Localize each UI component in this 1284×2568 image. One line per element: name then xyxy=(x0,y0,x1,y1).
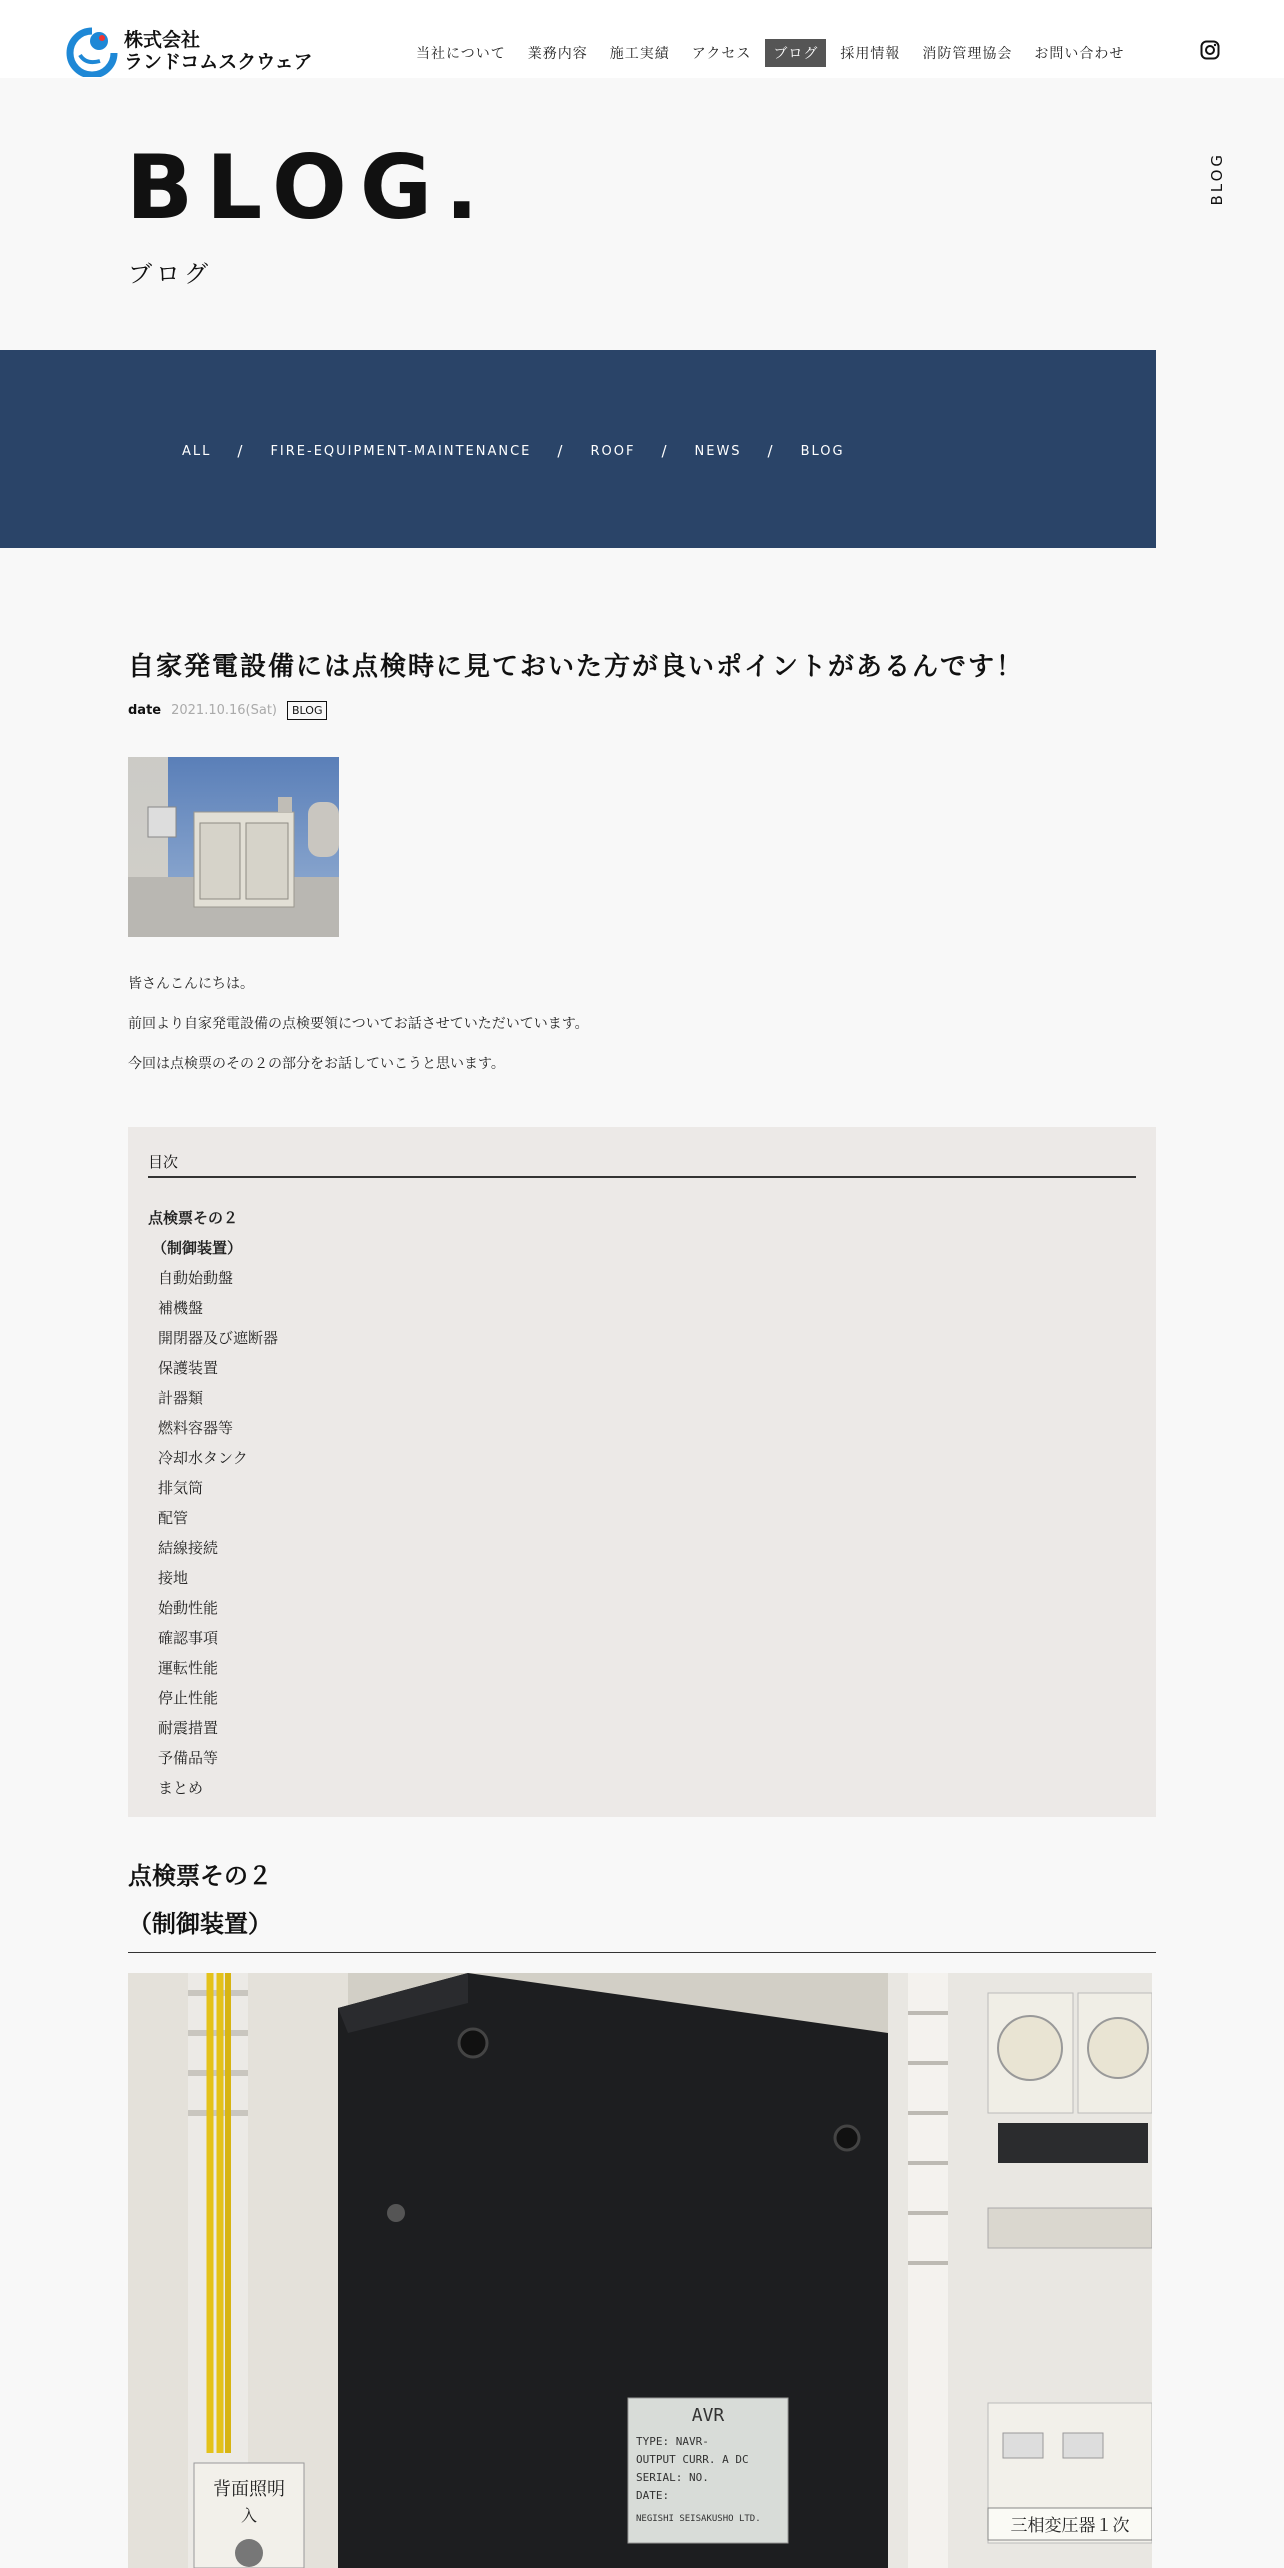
section-divider xyxy=(128,1952,1156,1953)
plate-title: AVR xyxy=(691,2405,725,2426)
article-thumbnail xyxy=(128,757,339,937)
nav-item-fire-association[interactable]: 消防管理協会 xyxy=(922,46,1013,62)
toc-list xyxy=(148,1203,278,1803)
plate-output: OUTPUT CURR. A DC xyxy=(636,2453,749,2466)
category-separator: / xyxy=(767,442,775,460)
logo-line-2: ランドコムスクウェア xyxy=(124,51,313,73)
toc-item[interactable]: 配管 xyxy=(158,1509,189,1527)
category-separator: / xyxy=(557,442,565,460)
article-meta xyxy=(128,701,327,720)
label-transformer: 三相変圧器１次 xyxy=(1010,2516,1130,2536)
toc-item[interactable]: まとめ xyxy=(158,1779,204,1797)
category-all[interactable]: ALL xyxy=(182,443,212,459)
article-date: 2021.10.16(Sat) xyxy=(171,703,278,718)
nav-item-services[interactable]: 業務内容 xyxy=(527,46,588,62)
label-rear-light: 背面照明 xyxy=(213,2479,285,2500)
toc-item[interactable]: 運転性能 xyxy=(158,1659,219,1677)
control-panel-photo xyxy=(128,1973,1152,2568)
plate-date: DATE: xyxy=(636,2489,670,2502)
plate-serial: SERIAL: NO. xyxy=(636,2471,709,2484)
nav-item-access[interactable]: アクセス xyxy=(691,46,752,62)
toc-item[interactable]: 接地 xyxy=(158,1569,189,1587)
article-paragraph-1: 皆さんこんにちは。 xyxy=(128,976,254,992)
section-heading-line-2: （制御装置） xyxy=(128,1910,272,1938)
article-paragraph-3: 今回は点検票のその２の部分をお話していこうと思います。 xyxy=(128,1056,505,1072)
toc-item[interactable]: 停止性能 xyxy=(158,1689,219,1707)
toc-divider xyxy=(148,1176,1136,1178)
toc-item[interactable]: 自動始動盤 xyxy=(158,1269,234,1287)
toc-item[interactable]: 耐震措置 xyxy=(158,1719,219,1737)
toc-item[interactable]: 予備品等 xyxy=(158,1749,219,1767)
company-logo[interactable] xyxy=(66,24,312,78)
page-subtitle: ブログ xyxy=(128,260,212,288)
category-separator: / xyxy=(237,442,245,460)
instagram-icon[interactable] xyxy=(1200,40,1220,60)
label-rear-light-on: 入 xyxy=(240,2506,258,2525)
category-fire-equipment-maintenance[interactable]: FIRE-EQUIPMENT-MAINTENANCE xyxy=(270,443,532,459)
nav-item-blog[interactable]: ブログ xyxy=(765,39,826,67)
plate-maker: NEGISHI SEISAKUSHO LTD. xyxy=(636,2514,761,2524)
nav-item-recruit[interactable]: 採用情報 xyxy=(840,46,901,62)
side-label: BLOG xyxy=(1208,152,1226,206)
article-title: 自家発電設備には点検時に見ておいた方が良いポイントがあるんです！ xyxy=(128,652,1025,682)
logo-line-1: 株式会社 xyxy=(124,29,201,51)
toc-item[interactable]: 結線接続 xyxy=(158,1539,219,1557)
article-tag-badge[interactable]: BLOG xyxy=(287,701,327,720)
toc-item[interactable]: 始動性能 xyxy=(158,1599,219,1617)
date-label: date xyxy=(128,703,162,718)
section-heading-line-1: 点検票その２ xyxy=(128,1862,272,1890)
nav-item-works[interactable]: 施工実績 xyxy=(609,46,670,62)
category-roof[interactable]: ROOF xyxy=(590,443,636,459)
table-of-contents xyxy=(128,1127,1156,1817)
toc-item[interactable]: 開閉器及び遮断器 xyxy=(158,1329,279,1347)
category-separator: / xyxy=(661,442,669,460)
category-news[interactable]: NEWS xyxy=(694,443,742,459)
main-nav xyxy=(405,39,1135,67)
toc-item[interactable]: 確認事項 xyxy=(158,1629,219,1647)
nav-item-contact[interactable]: お問い合わせ xyxy=(1034,46,1125,62)
logo-mark-icon xyxy=(66,25,118,77)
page-title: BLOG. xyxy=(126,136,492,239)
toc-item[interactable]: 冷却水タンク xyxy=(158,1449,248,1467)
toc-item[interactable]: 燃料容器等 xyxy=(158,1419,234,1437)
toc-item[interactable]: 排気筒 xyxy=(158,1479,204,1497)
toc-item[interactable]: （制御装置） xyxy=(152,1239,243,1257)
category-band xyxy=(0,350,1156,548)
site-header xyxy=(0,0,1284,78)
section-heading xyxy=(128,1852,272,1948)
logo-text xyxy=(124,29,312,73)
toc-title: 目次 xyxy=(148,1153,179,1171)
toc-item[interactable]: 補機盤 xyxy=(158,1299,204,1317)
category-list xyxy=(182,442,845,460)
toc-item[interactable]: 点検票その２ xyxy=(148,1209,239,1227)
nav-item-about[interactable]: 当社について xyxy=(416,46,506,62)
article-paragraph-2: 前回より自家発電設備の点検要領についてお話させていただいています。 xyxy=(128,1016,589,1032)
category-blog[interactable]: BLOG xyxy=(800,443,845,459)
toc-item[interactable]: 保護装置 xyxy=(158,1359,219,1377)
plate-type: TYPE: NAVR- xyxy=(636,2435,709,2448)
toc-item[interactable]: 計器類 xyxy=(158,1389,204,1407)
